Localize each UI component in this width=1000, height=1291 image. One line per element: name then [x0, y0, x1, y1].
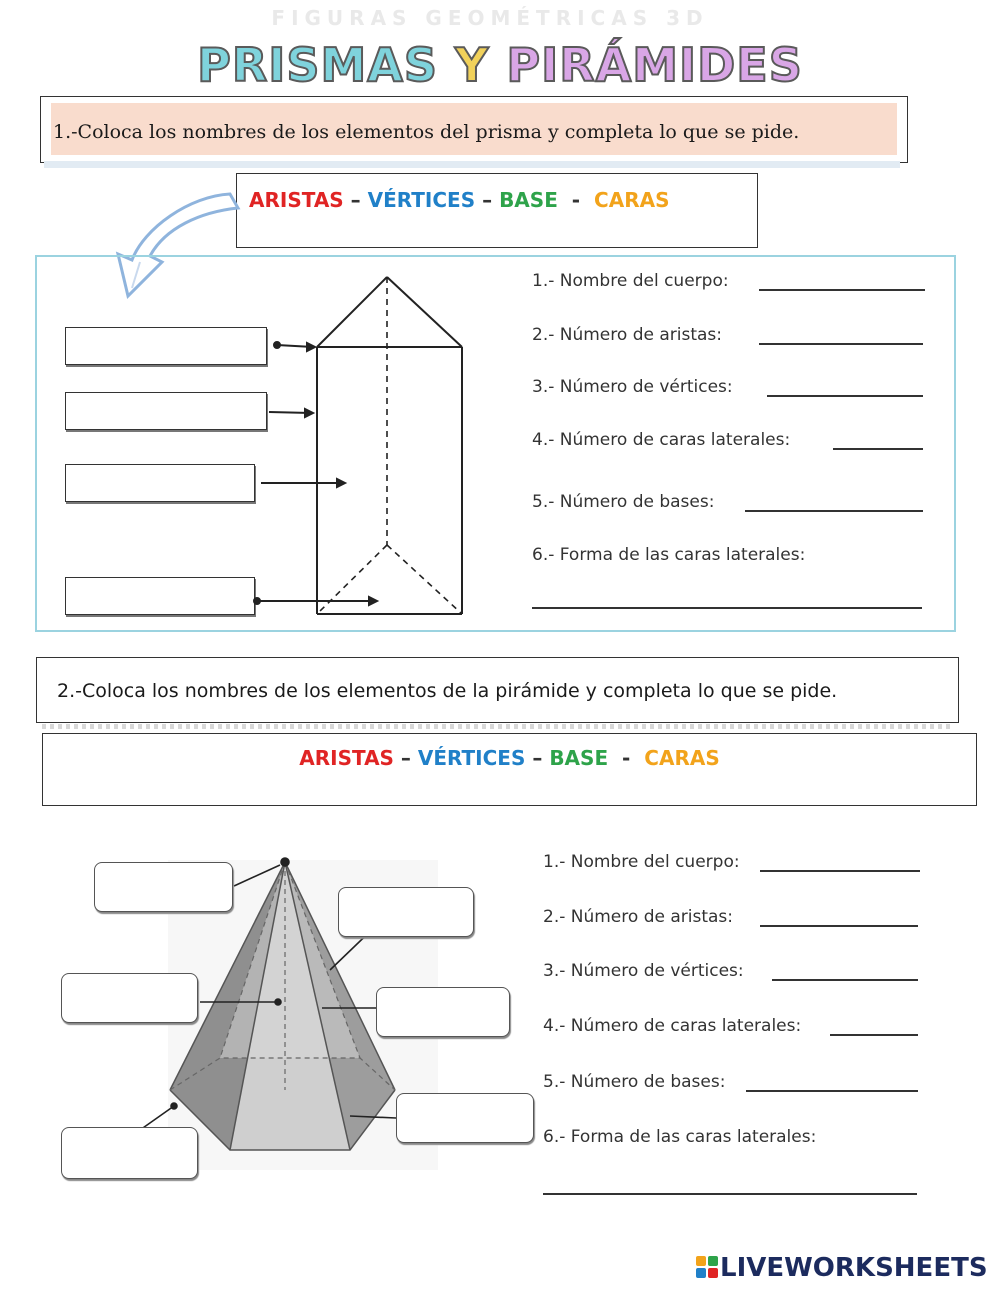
instruction-1-box: [40, 96, 908, 163]
pyramid-label-box-6[interactable]: [61, 1127, 198, 1179]
pyramid-label-box-2[interactable]: [338, 887, 474, 937]
prism-answer-line-1[interactable]: [759, 289, 925, 291]
prism-question-1: 1.- Nombre del cuerpo:: [532, 271, 729, 291]
word-bank-1: ARISTAS – VÉRTICES – BASE - CARAS: [236, 173, 758, 248]
prism-question-3: 3.- Número de vértices:: [532, 377, 733, 397]
pyramid-answer-line-6[interactable]: [543, 1193, 917, 1195]
pyramid-label-box-5[interactable]: [396, 1093, 534, 1143]
instruction-2-box: [36, 657, 959, 723]
pyramid-answer-line-4[interactable]: [830, 1034, 918, 1036]
prism-panel: [35, 255, 956, 632]
brand-text: LIVEWORKSHEETS: [720, 1253, 988, 1283]
instruction-2-text: 2.-Coloca los nombres de los elementos de la pirámide y completa lo que se pide.: [57, 680, 838, 702]
pyramid-answer-line-2[interactable]: [760, 925, 918, 927]
pyramid-label-box-3[interactable]: [61, 973, 198, 1023]
pyramid-question-1: 1.- Nombre del cuerpo:: [543, 852, 740, 872]
pyramid-answer-line-1[interactable]: [760, 870, 920, 872]
prism-answer-line-4[interactable]: [833, 448, 923, 450]
prism-answer-line-2[interactable]: [759, 343, 923, 345]
liveworksheets-logo: [696, 1253, 988, 1285]
prism-label-box-3[interactable]: [65, 464, 255, 502]
prism-question-5: 5.- Número de bases:: [532, 492, 715, 512]
instruction-1-text: 1.-Coloca los nombres de los elementos del prisma y completa lo que se pide.: [53, 121, 800, 143]
prism-diagram: [237, 267, 497, 627]
prism-answer-line-3[interactable]: [767, 395, 923, 397]
prism-question-6: 6.- Forma de las caras laterales:: [532, 545, 806, 565]
page-title: PRISMAS Y PIRÁMIDES: [197, 38, 803, 92]
prism-question-4: 4.- Número de caras laterales:: [532, 430, 791, 450]
pyramid-label-box-1[interactable]: [94, 862, 233, 912]
prism-question-2: 2.- Número de aristas:: [532, 325, 722, 345]
pyramid-question-6: 6.- Forma de las caras laterales:: [543, 1127, 817, 1147]
pyramid-question-5: 5.- Número de bases:: [543, 1072, 726, 1092]
pyramid-answer-line-3[interactable]: [772, 979, 918, 981]
pyramid-question-3: 3.- Número de vértices:: [543, 961, 744, 981]
instruction-2-shadow: [42, 724, 954, 729]
prism-label-box-4[interactable]: [65, 577, 255, 615]
prism-answer-line-6[interactable]: [532, 607, 922, 609]
pyramid-question-2: 2.- Número de aristas:: [543, 907, 733, 927]
word-bank-2: ARISTAS – VÉRTICES – BASE - CARAS: [42, 733, 977, 806]
pyramid-label-box-4[interactable]: [376, 987, 510, 1037]
instruction-1-shadow: [44, 161, 900, 168]
pyramid-answer-line-5[interactable]: [746, 1090, 918, 1092]
prism-answer-line-5[interactable]: [745, 510, 923, 512]
logo-icon: [696, 1256, 718, 1278]
faint-header: FIGURAS GEOMÉTRICAS 3D: [271, 6, 709, 30]
pyramid-question-4: 4.- Número de caras laterales:: [543, 1016, 802, 1036]
